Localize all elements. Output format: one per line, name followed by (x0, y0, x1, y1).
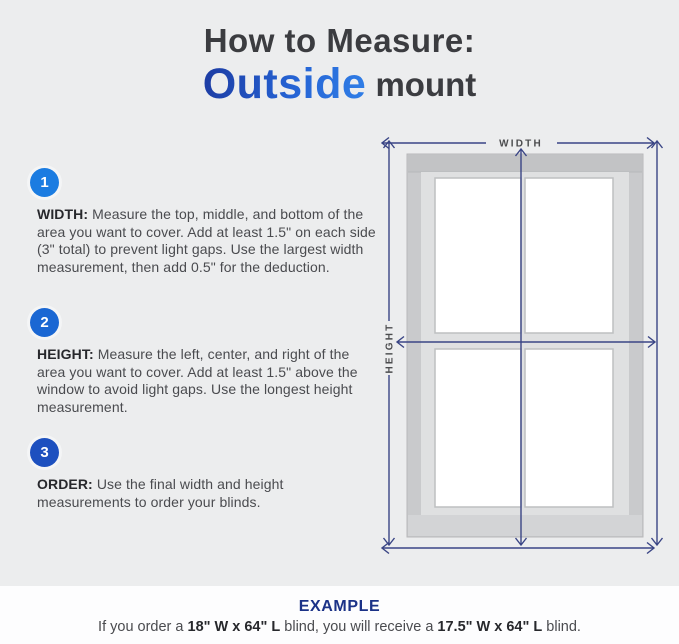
step-number-badge-3: 3 (30, 438, 59, 467)
example-sentence (0, 619, 679, 635)
example-suffix: blind. (542, 619, 581, 635)
height-label: HEIGHT (384, 322, 396, 374)
title-line1: How to Measure: (203, 22, 476, 59)
example-footer (0, 586, 679, 644)
title-mount: mount (366, 65, 477, 103)
window-sill (408, 515, 642, 536)
example-middle: blind, you will receive a (280, 619, 438, 635)
step-width-body: Measure the top, middle, and bottom of the area you want to cover. Add at least 1.5" on each side (3" total) to prevent light gaps. Use the largest width measurement, then add 0.5" for the deduction. (37, 206, 376, 275)
window-pane-upper-right (525, 178, 613, 333)
step-height-text (37, 346, 380, 416)
step-order-text (37, 476, 380, 511)
example-ordered-size: 18" W x 64" L (187, 619, 281, 635)
step-width (30, 168, 380, 276)
step-height (30, 308, 380, 416)
step-order-label: ORDER: (37, 476, 93, 492)
window-measure-diagram (368, 125, 670, 595)
window-pane-lower-left (435, 349, 521, 507)
step-width-label: WIDTH: (37, 206, 89, 222)
step-number-badge-1: 1 (30, 168, 59, 197)
page-title (0, 24, 679, 108)
example-received-size: 17.5" W x 64" L (437, 619, 543, 635)
step-number-badge-2: 2 (30, 308, 59, 337)
step-width-text (37, 206, 380, 276)
step-order-body: Use the final width and height measurements to order your blinds. (37, 476, 284, 510)
window-illustration (407, 154, 643, 537)
window-pane-lower-right (525, 349, 613, 507)
example-prefix: If you order a (98, 619, 188, 635)
window-pane-upper-left (435, 178, 521, 333)
title-line2 (0, 59, 679, 108)
step-order (30, 438, 380, 511)
step-height-body: Measure the left, center, and right of the area you want to cover. Add at least 1.5" above the window to avoid light gaps. Use the longest height measurement. (37, 346, 358, 415)
width-label: WIDTH (499, 138, 543, 150)
title-accent-outside: Outside (202, 59, 367, 108)
window-header-band (408, 155, 642, 172)
example-heading: EXAMPLE (298, 598, 381, 615)
step-height-label: HEIGHT: (37, 346, 94, 362)
